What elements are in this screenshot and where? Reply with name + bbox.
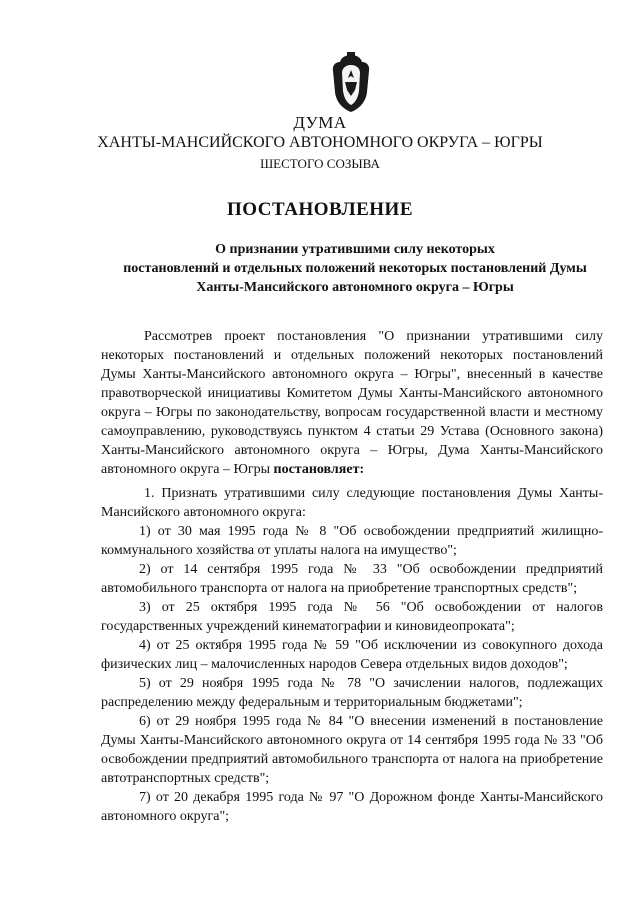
list-item: 7) от 20 декабря 1995 года № 97 "О Дорожном фонде Ханты-Мансийского автономного округа"; <box>101 790 603 824</box>
list-item: 3) от 25 октября 1995 года № 56 "Об освобождении от налогов государственных учреждений кинематографии и киновидеопроката"; <box>101 600 603 634</box>
document-type-title: ПОСТАНОВЛЕНИЕ <box>226 199 414 220</box>
duma-heading: ДУМА <box>293 113 347 132</box>
point-1: 1. Признать утратившими силу следующие постановления Думы Ханты-Мансийского автономного округа: <box>101 486 603 520</box>
preamble <box>101 327 603 479</box>
subject-line: О признании утратившими силу некоторых <box>215 242 495 257</box>
convocation-heading: ШЕСТОГО СОЗЫВА <box>260 156 380 171</box>
preamble-decision: постановляет: <box>273 462 365 477</box>
subject-line: Ханты-Мансийского автономного округа – Югры <box>196 280 514 295</box>
coat-of-arms-icon <box>327 52 375 114</box>
list-item: 5) от 29 ноября 1995 года № 78 "О зачислении налогов, подлежащих распределению между федеральным и территориальным бюджетами"; <box>101 676 603 710</box>
preamble-text: Рассмотрев проект постановления "О признании утратившими силу некоторых постановлений и отдельных положений некоторых постановлений Думы Ханты-Мансийского автономного округа – Югры", внесенный в качестве правотворческой инициативы Комитетом Думы Ханты-Мансийского автономного округа – Югры по законодательству, вопросам государственной власти и местному самоуправлению, руководствуясь пунктом 4 статьи 29 Устава (Основного закона) Ханты-Мансийского автономного округа – Югры, Дума Ханты-Мансийского автономного округа – Югры <box>101 329 603 477</box>
list-item: 4) от 25 октября 1995 года № 59 "Об исключении из совокупного дохода физических лиц – малочисленных народов Севера отдельных видов доходов"; <box>101 638 603 672</box>
subject-line: постановлений и отдельных положений некоторых постановлений Думы <box>123 261 587 276</box>
list-item: 1) от 30 мая 1995 года № 8 "Об освобождении предприятий жилищно-коммунального хозяйства от уплаты налога на имущество"; <box>101 524 603 558</box>
document-subject <box>90 240 620 297</box>
resolution-points <box>101 484 603 826</box>
list-item: 6) от 29 ноября 1995 года № 84 "О внесении изменений в постановление Думы Ханты-Мансийского автономного округа от 14 сентября 1995 года № 33 "Об освобождении предприятий автомобильного транспорта от налога на приобретение автотранспортных средств"; <box>101 714 603 786</box>
okrug-heading: ХАНТЫ-МАНСИЙСКОГО АВТОНОМНОГО ОКРУГА – ЮГРЫ <box>97 134 543 151</box>
list-item: 2) от 14 сентября 1995 года № 33 "Об освобождении предприятий автомобильного транспорта от налога на приобретение транспортных средств"; <box>101 562 603 596</box>
